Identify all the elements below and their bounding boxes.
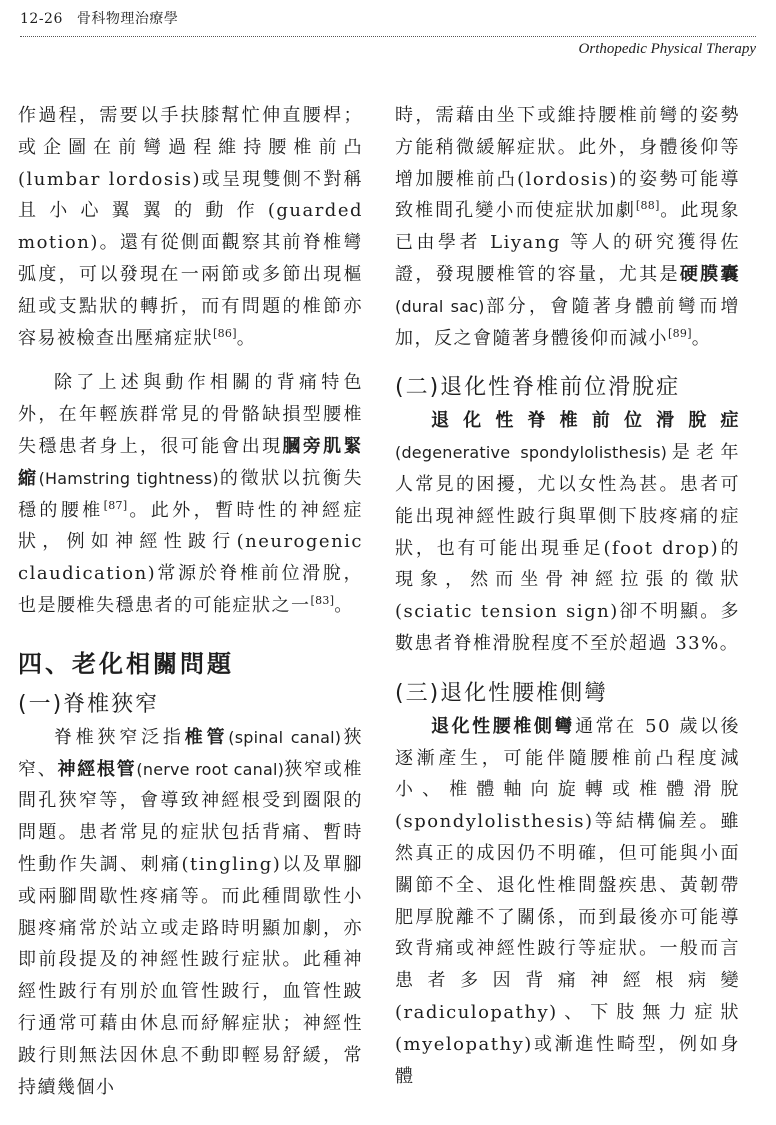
book-subtitle: Orthopedic Physical Therapy xyxy=(578,41,756,57)
english-term: (degenerative spondylolisthesis) xyxy=(395,443,668,463)
key-term: 椎管 xyxy=(184,726,229,748)
right-column xyxy=(395,100,740,1092)
left-column xyxy=(18,100,363,1103)
paragraph-text: 的徵狀以抗衡失穩的腰椎 xyxy=(18,467,363,521)
page-header xyxy=(20,8,756,70)
key-term: 硬膜囊 xyxy=(679,263,740,285)
punctuation: 。 xyxy=(334,594,354,616)
paragraph xyxy=(18,367,363,621)
punctuation: 。 xyxy=(691,327,712,349)
subsection-heading: (三)退化性腰椎側彎 xyxy=(395,680,609,706)
citation: [89] xyxy=(668,326,692,340)
header-line xyxy=(20,8,756,28)
paragraph-text: 除了上述與動作相關的背痛特色外，在年輕族群常見的骨骼缺損型腰椎失穩患者身上，很可能會出現 xyxy=(18,372,363,457)
english-term: (dural sac) xyxy=(395,296,485,316)
paragraph xyxy=(395,100,740,354)
book-title: 骨科物理治療學 xyxy=(76,11,179,27)
punctuation: 。 xyxy=(236,327,257,349)
paragraph-text: 部分，會隨著身體前彎而增加，反之會隨著身體後仰而減小 xyxy=(395,295,740,349)
english-term: (spinal canal) xyxy=(228,727,342,747)
paragraph xyxy=(395,405,740,659)
key-term: 神經根管 xyxy=(57,758,137,780)
paragraph-text: 脊椎狹窄泛指 xyxy=(54,726,185,748)
paragraph-text: 狹窄或椎間孔狹窄等，會導致神經根受到圈限的問題。患者常見的症狀包括背痛、暫時性動作失調、刺痛(tingling)以及單腳或兩腳間歇性疼痛等。而此種間歇性小腿疼痛常於站立或走路時明顯加劇，亦即前段提及的神經性跛行症狀。此種神經性跛行有別於血管性跛行，血管性跛行通常可藉由休息而紓解症狀；神經性跛行則無法因休息不動即輕易舒緩，常持續幾個小 xyxy=(18,758,364,1098)
key-term: 膕旁肌緊縮 xyxy=(18,435,363,489)
paragraph-text: 通常在 50 歲以後逐漸產生，可能伴隨腰椎前凸程度減小、椎體軸向旋轉或椎體滑脫(spondylolisthesis)等結構偏差。雖然真正的成因仍不明確，但可能與小面關節不全、退化性椎間盤疾患、黃韌帶肥厚脫離不了關係，而到最後亦可能導致背痛或神經性跛行等症狀。一般而言患者多因背痛神經根病變(radiculopathy)、下肢無力症狀(myelopathy)或漸進性畸型，例如身體 xyxy=(395,715,740,1087)
key-term: 退化性脊椎前位滑脫症 xyxy=(431,410,740,432)
paragraph-text: 狹窄、 xyxy=(18,726,364,780)
citation: [83] xyxy=(310,593,335,607)
english-term: (nerve root canal) xyxy=(136,759,285,779)
citation: [86] xyxy=(213,326,237,340)
paragraph xyxy=(18,100,363,354)
subsection-heading: (二)退化性脊椎前位滑脫症 xyxy=(395,375,681,401)
paragraph-text: 作過程，需要以手扶膝幫忙伸直腰桿；或企圖在前彎過程維持腰椎前凸(lumbar lordosis)或呈現雙側不對稱且小心翼翼的動作(guarded motion)。還有從側面觀察其前脊椎彎弧度，可以發現在一兩節或多節出現樞紐或支點狀的轉折，而有問題的椎節亦容易被檢查出壓痛症狀 xyxy=(18,105,363,349)
paragraph-text: 。此外，暫時性的神經症狀，例如神經性跛行(neurogenic claudication)常源於脊椎前位滑脫，也是腰椎失穩患者的可能症狀之一 xyxy=(18,499,364,616)
paragraph xyxy=(395,711,740,1093)
paragraph-text: 是老年人常見的困擾，尤以女性為甚。患者可能出現神經性跛行與單側下肢疼痛的症狀，也有可能出現垂足(foot drop)的現象，然而坐骨神經拉張的徵狀(sciatic tension sign)卻不明顯。多數患者脊椎滑脫程度不至於超過 33%。 xyxy=(395,442,740,654)
english-term: (Hamstring tightness) xyxy=(38,468,219,488)
page-number: 12-26 xyxy=(20,11,63,27)
key-term: 退化性腰椎側彎 xyxy=(431,715,576,737)
header-divider xyxy=(20,36,756,37)
subsection-heading: (一)脊椎狹窄 xyxy=(18,691,160,717)
citation: [87] xyxy=(103,498,128,512)
section-heading: 四、老化相關問題 xyxy=(18,649,234,678)
citation: [88] xyxy=(635,199,660,213)
paragraph-text: 。此現象已由學者 Liyang 等人的研究獲得佐證，發現腰椎管的容量，尤其是 xyxy=(395,200,741,285)
paragraph-text: 時，需藉由坐下或維持腰椎前彎的姿勢方能稍微緩解症狀。此外，身體後仰等增加腰椎前凸(lordosis)的姿勢可能導致椎間孔變小而使症狀加劇 xyxy=(395,105,740,222)
paragraph xyxy=(18,722,363,1104)
